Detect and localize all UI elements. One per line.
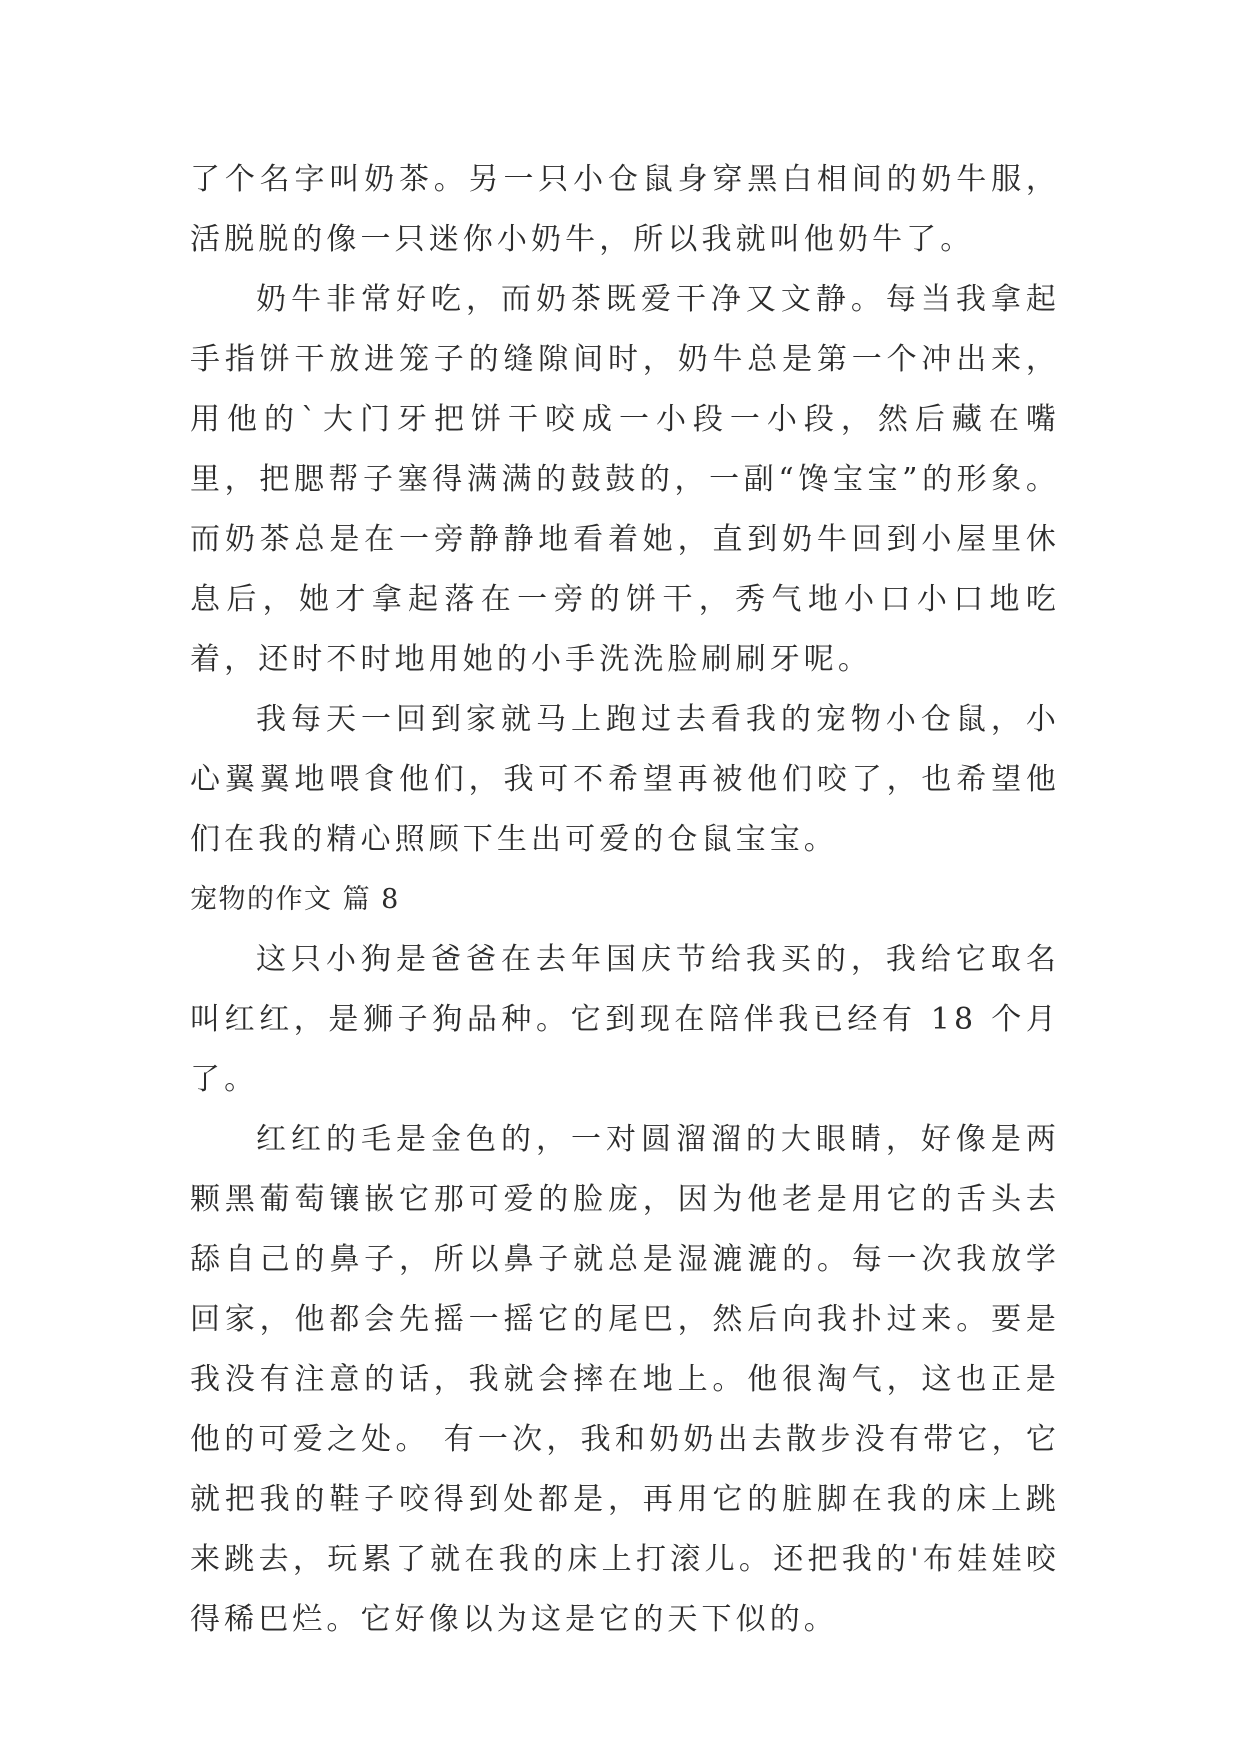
- paragraph-dog-intro: 这只小狗是爸爸在去年国庆节给我买的，我给它取名叫红红，是狮子狗品种。它到现在陪伴我已经有 18 个月了。: [190, 942, 1060, 1097]
- paragraph-intro-end: 了个名字叫奶茶。另一只小仓鼠身穿黑白相间的奶牛服，活脱脱的像一只迷你小奶牛，所以我就叫他奶牛了。: [190, 162, 1060, 257]
- paragraph-care: 我每天一回到家就马上跑过去看我的宠物小仓鼠，小心翼翼地喂食他们，我可不希望再被他们咬了，也希望他们在我的精心照顾下生出可爱的仓鼠宝宝。: [190, 702, 1060, 857]
- section-heading: 宠物的作文 篇 8: [190, 884, 400, 915]
- paragraph-feeding: 奶牛非常好吃，而奶茶既爱干净又文静。每当我拿起手指饼干放进笼子的缝隙间时，奶牛总是第一个冲出来，用他的`大门牙把饼干咬成一小段一小段，然后藏在嘴里，把腮帮子塞得满满的鼓鼓的，一副“馋宝宝”的形象。而奶茶总是在一旁静静地看着她，直到奶牛回到小屋里休息后，她才拿起落在一旁的饼干，秀气地小口小口地吃着，还时不时地用她的小手洗洗脸刷刷牙呢。: [190, 282, 1060, 677]
- paragraph-dog-description: 红红的毛是金色的，一对圆溜溜的大眼睛，好像是两颗黑葡萄镶嵌它那可爱的脸庞，因为他老是用它的舌头去舔自己的鼻子，所以鼻子就总是湿漉漉的。每一次我放学回家，他都会先摇一摇它的尾巴，然后向我扑过来。要是我没有注意的话，我就会摔在地上。他很淘气，这也正是他的可爱之处。 有一次，我和奶奶出去散步没有带它，它就把我的鞋子咬得到处都是，再用它的脏脚在我的床上跳来跳去，玩累了就在我的床上打滚儿。还把我的'布娃娃咬得稀巴烂。它好像以为这是它的天下似的。: [190, 1122, 1060, 1637]
- document-body: [190, 150, 1060, 1650]
